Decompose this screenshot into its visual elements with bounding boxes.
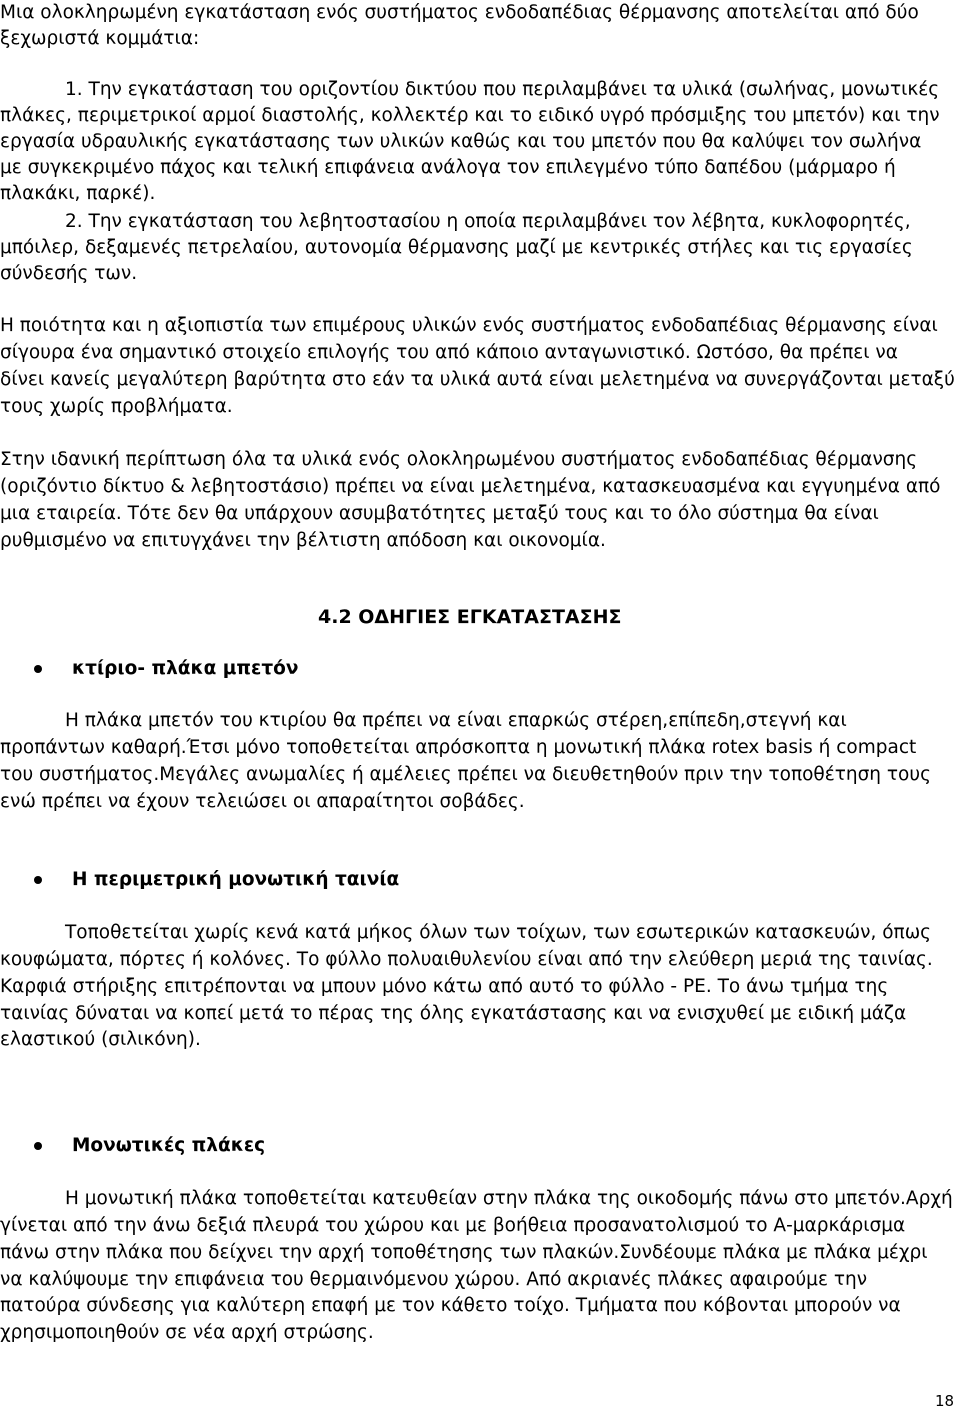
intro-line: Μια ολοκληρωμένη εγκατάσταση ενός συστήματος ενδοδαπέδιας θέρμανσης αποτελείται από δύο bbox=[0, 2, 919, 23]
panels-paragraph-line: πάνω στην πλάκα που δείχνει την αρχή τοποθέτησης των πλακών.Συνδέουμε πλάκα με πλάκα μέχρι bbox=[0, 1242, 928, 1263]
list-item-2-line: σύνδεσής των. bbox=[0, 263, 138, 284]
quality-paragraph-line: σίγουρα ένα σημαντικό στοιχείο επιλογής του από κάποιο ανταγωνιστικό. Ωστόσο, θα πρέπει να bbox=[0, 342, 898, 363]
panels-paragraph-line: να καλύψουμε την επιφάνεια του θερμαινόμενου χώρου. Από ακριανές πλάκες αφαιρούμε την bbox=[0, 1269, 868, 1290]
section-heading: 4.2 ΟΔΗΓΙΕΣ ΕΓΚΑΤΑΣΤΑΣΗΣ bbox=[318, 606, 622, 628]
subsection-title-tape: Η περιμετρική μονωτική ταινία bbox=[72, 869, 400, 890]
list-item-1-line: 1. Την εγκατάσταση του οριζοντίου δικτύου που περιλαμβάνει τα υλικά (σωλήνας, μονωτικές bbox=[65, 79, 940, 100]
list-item-1-line: εργασία υδραυλικής εγκατάστασης των υλικών καθώς και του μπετόν που θα καλύψει τον σωλήνα bbox=[0, 131, 922, 152]
tape-paragraph-line: ελαστικού (σιλικόνη). bbox=[0, 1029, 201, 1050]
panels-paragraph-line: γίνεται από την άνω δεξιά πλευρά του χώρου και με βοήθεια προσανατολισμού το Α-μαρκάρισμα bbox=[0, 1215, 906, 1236]
slab-paragraph-line: ενώ πρέπει να έχουν τελειώσει οι απαραίτητοι σοβάδες. bbox=[0, 791, 525, 812]
ideal-paragraph-line: ρυθμισμένο να επιτυγχάνει την βέλτιστη απόδοση και οικονομία. bbox=[0, 530, 606, 551]
list-item-1-line: με συγκεκριμένο πάχος και τελική επιφάνεια ανάλογα τον επιλεγμένο τύπο δαπέδου (μάρμαρο ή bbox=[0, 157, 896, 178]
subsection-title-slab: κτίριο- πλάκα μπετόν bbox=[72, 658, 299, 679]
tape-paragraph-line: κουφώματα, πόρτες ή κολόνες. Το φύλλο πολυαιθυλενίου είναι από την ελεύθερη μεριά της ταινίας. bbox=[0, 949, 933, 970]
quality-paragraph-line: Η ποιότητα και η αξιοπιστία των επιμέρους υλικών ενός συστήματος ενδοδαπέδιας θέρμανσης είναι bbox=[0, 315, 938, 336]
slab-paragraph-line: του συστήματος.Μεγάλες ανωμαλίες ή αμέλειες πρέπει να διευθετηθούν πριν την τοποθέτηση τους bbox=[0, 764, 931, 785]
bullet-icon bbox=[34, 876, 42, 884]
quality-paragraph-line: τους χωρίς προβλήματα. bbox=[0, 396, 233, 417]
panels-paragraph-line: χρησιμοποιηθούν σε νέα αρχή στρώσης. bbox=[0, 1322, 374, 1343]
panels-paragraph-line: Η μονωτική πλάκα τοποθετείται κατευθείαν στην πλάκα της οικοδομής πάνω στο μπετόν.Αρχή bbox=[65, 1188, 953, 1209]
bullet-icon bbox=[34, 1142, 42, 1150]
list-item-2-line: μπόιλερ, δεξαμενές πετρελαίου, αυτονομία θέρμανσης μαζί με κεντρικές στήλες και τις εργασίες bbox=[0, 237, 913, 258]
bullet-icon bbox=[34, 665, 42, 673]
quality-paragraph-line: δίνει κανείς μεγαλύτερη βαρύτητα στο εάν τα υλικά αυτά είναι μελετημένα να συνεργάζονται μεταξύ bbox=[0, 369, 955, 390]
intro-line: ξεχωριστά κομμάτια: bbox=[0, 28, 200, 49]
ideal-paragraph-line: μια εταιρεία. Τότε δεν θα υπάρχουν ασυμβατότητες μεταξύ τους και το όλο σύστημα θα είναι bbox=[0, 503, 879, 524]
list-item-1-line: πλάκες, περιμετρικοί αρμοί διαστολής, κολλεκτέρ και το ειδικό υγρό πρόσμιξης του μπετόν) και την bbox=[0, 105, 940, 126]
list-item-2-line: 2. Την εγκατάσταση του λεβητοστασίου η οποία περιλαμβάνει τον λέβητα, κυκλοφορητές, bbox=[65, 211, 911, 232]
tape-paragraph-line: ταινίας δύναται να κοπεί μετά το πέρας της όλης εγκατάστασης και να ενισχυθεί με ειδική μάζα bbox=[0, 1003, 907, 1024]
subsection-title-panels: Μονωτικές πλάκες bbox=[72, 1135, 266, 1156]
list-item-1-line: πλακάκι, παρκέ). bbox=[0, 183, 156, 204]
ideal-paragraph-line: (οριζόντιο δίκτυο & λεβητοστάσιο) πρέπει να είναι μελετημένα, κατασκευασμένα και εγγυημένα από bbox=[0, 476, 941, 497]
panels-paragraph-line: πατούρα σύνδεσης για καλύτερη επαφή με τον κάθετο τοίχο. Τμήματα που κόβονται μπορούν να bbox=[0, 1295, 901, 1316]
tape-paragraph-line: Καρφιά στήριξης επιτρέπονται να μπουν μόνο κάτω από αυτό το φύλλο - PE. Το άνω τμήμα της bbox=[0, 976, 889, 997]
slab-paragraph-line: Η πλάκα μπετόν του κτιρίου θα πρέπει να είναι επαρκώς στέρεη,επίπεδη,στεγνή και bbox=[65, 710, 847, 731]
slab-paragraph-line: προπάντων καθαρή.Έτσι μόνο τοποθετείται απρόσκοπτα η μονωτική πλάκα rotex basis ή compact bbox=[0, 737, 917, 758]
tape-paragraph-line: Τοποθετείται χωρίς κενά κατά μήκος όλων των τοίχων, των εσωτερικών κατασκευών, όπως bbox=[65, 922, 932, 943]
page-number: 18 bbox=[935, 1392, 955, 1410]
ideal-paragraph-line: Στην ιδανική περίπτωση όλα τα υλικά ενός ολοκληρωμένου συστήματος ενδοδαπέδιας θέρμανσης bbox=[0, 449, 918, 470]
